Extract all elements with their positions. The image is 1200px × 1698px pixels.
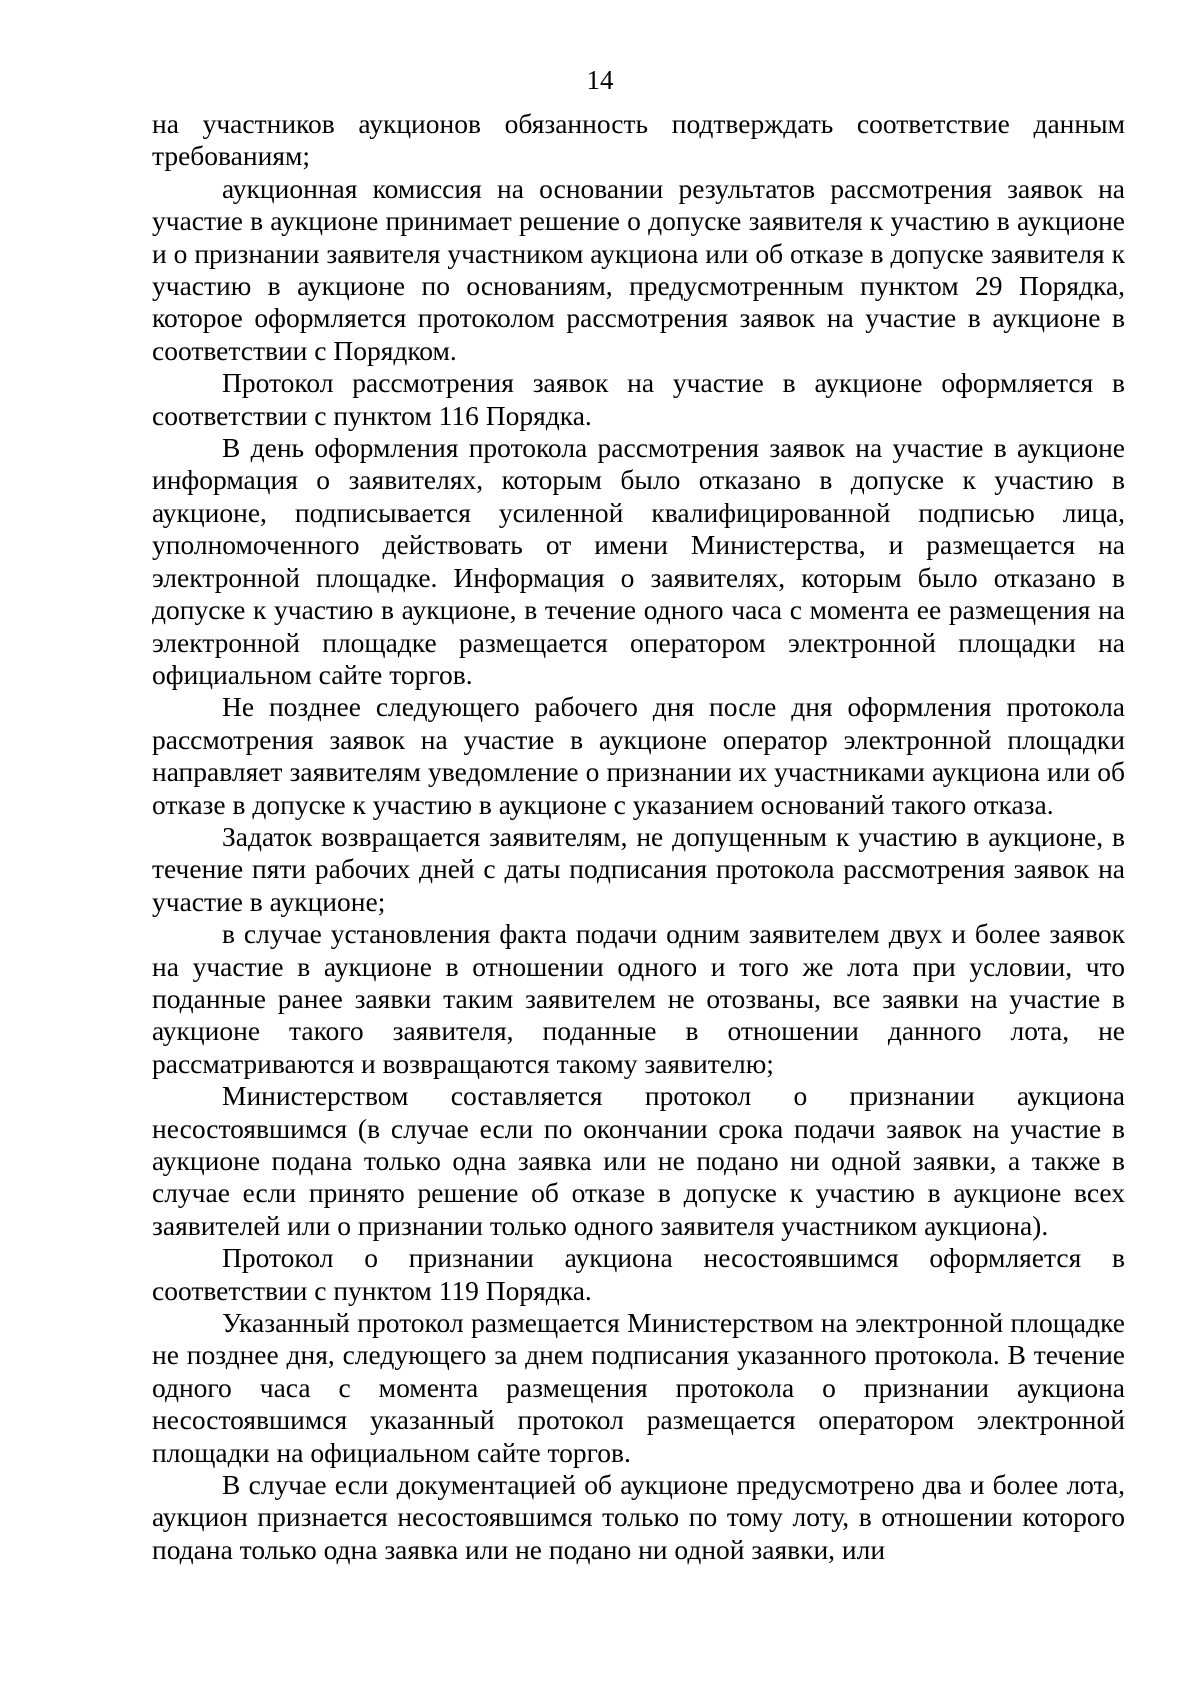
- paragraph-10: Указанный протокол размещается Министерством на электронной площадке не позднее дня, следующего за днем подписания указанного протокола. В течение одного часа с момента размещения протокола о признании аукциона несостоявшимся указанный протокол размещается оператором электронной площадки на официальном сайте торгов.: [152, 1307, 1125, 1468]
- paragraph-6: Задаток возвращается заявителям, не допущенным к участию в аукционе, в течение пяти рабочих дней с даты подписания протокола рассмотрения заявок на участие в аукционе;: [152, 820, 1125, 917]
- paragraph-7: в случае установления факта подачи одним заявителем двух и более заявок на участие в аукционе в отношении одного и того же лота при условии, что поданные ранее заявки таким заявителем не отозваны, все заявки на участие в аукционе такого заявителя, поданные в отношении данного лота, не рассматриваются и возвращаются такому заявителю;: [152, 918, 1125, 1079]
- paragraph-3: Протокол рассмотрения заявок на участие в аукционе оформляется в соответствии с пунктом 116 Порядка.: [152, 367, 1125, 431]
- paragraph-8: Министерством составляется протокол о признании аукциона несостоявшимся (в случае если по окончании срока подачи заявок на участие в аукционе подана только одна заявка или не подано ни одной заявки, а также в случае если принято решение об отказе в допуске к участию в аукционе всех заявителей или о признании только одного заявителя участником аукциона).: [152, 1080, 1125, 1241]
- paragraph-1: на участников аукционов обязанность подтверждать соответствие данным требованиям;: [152, 108, 1125, 172]
- paragraph-2: аукционная комиссия на основании результатов рассмотрения заявок на участие в аукционе принимает решение о допуске заявителя к участию в аукционе и о признании заявителя участником аукциона или об отказе в допуске заявителя к участию в аукционе по основаниям, предусмотренным пунктом 29 Порядка, которое оформляется протоколом рассмотрения заявок на участие в аукционе в соответствии с Порядком.: [152, 172, 1125, 366]
- document-body: [152, 108, 1125, 1566]
- paragraph-11: В случае если документацией об аукционе предусмотрено два и более лота, аукцион признается несостоявшимся только по тому лоту, в отношении которого подана только одна заявка или не подано ни одной заявки, или: [152, 1469, 1125, 1565]
- paragraph-4: В день оформления протокола рассмотрения заявок на участие в аукционе информация о заявителях, которым было отказано в допуске к участию в аукционе, подписывается усиленной квалифицированной подписью лица, уполномоченного действовать от имени Министерства, и размещается на электронной площадке. Информация о заявителях, которым было отказано в допуске к участию в аукционе, в течение одного часа с момента ее размещения на электронной площадке размещается оператором электронной площадки на официальном сайте торгов.: [152, 432, 1125, 690]
- page-number: 14: [586, 65, 614, 95]
- paragraph-9: Протокол о признании аукциона несостоявшимся оформляется в соответствии с пунктом 119 Порядка.: [152, 1242, 1125, 1306]
- paragraph-5: Не позднее следующего рабочего дня после дня оформления протокола рассмотрения заявок на участие в аукционе оператор электронной площадки направляет заявителям уведомление о признании их участниками аукциона или об отказе в допуске к участию в аукционе с указанием оснований такого отказа.: [152, 691, 1125, 820]
